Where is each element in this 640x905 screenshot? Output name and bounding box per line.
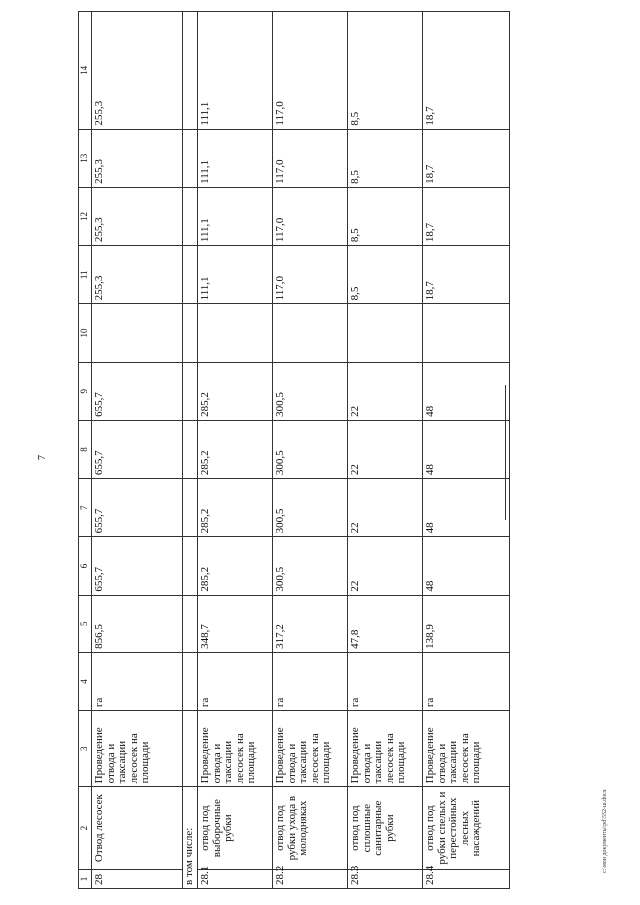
value-cell: 285,2 xyxy=(198,537,273,595)
row-number-cell: 28.4 xyxy=(423,869,510,888)
value-cell: 117,0 xyxy=(273,129,348,187)
empty-cell xyxy=(183,129,198,187)
value-cell: 655,7 xyxy=(92,537,183,595)
table-row xyxy=(273,12,348,889)
value-cell: 300,5 xyxy=(273,420,348,478)
work-type-cell: Проведение отвода и таксации лесосек на площади xyxy=(198,711,273,787)
value-cell: 300,5 xyxy=(273,537,348,595)
empty-cell xyxy=(183,187,198,245)
value-cell: 22 xyxy=(348,362,423,420)
value-cell: 317,2 xyxy=(273,595,348,652)
value-cell: 655,7 xyxy=(92,479,183,537)
value-cell: 255,3 xyxy=(92,246,183,304)
value-cell: 255,3 xyxy=(92,129,183,187)
row-number-cell: 28.2 xyxy=(273,869,348,888)
empty-cell xyxy=(183,595,198,652)
table-row xyxy=(423,12,510,889)
work-type-cell: Проведение отвода и таксации лесосек на площади xyxy=(273,711,348,787)
value-cell: 285,2 xyxy=(198,479,273,537)
value-cell xyxy=(423,304,510,362)
value-cell: 48 xyxy=(423,479,510,537)
value-cell: 300,5 xyxy=(273,479,348,537)
header-cell: 11 xyxy=(79,246,92,304)
header-cell: 1 xyxy=(79,869,92,888)
value-cell: 47,8 xyxy=(348,595,423,652)
unit-cell: га xyxy=(273,652,348,710)
row-number-cell: 28 xyxy=(92,869,183,888)
value-cell: 655,7 xyxy=(92,420,183,478)
value-cell: 300,5 xyxy=(273,362,348,420)
empty-cell xyxy=(183,12,198,130)
header-cell: 12 xyxy=(79,187,92,245)
empty-cell xyxy=(183,304,198,362)
header-cell: 6 xyxy=(79,537,92,595)
value-cell: 138,9 xyxy=(423,595,510,652)
header-cell: 13 xyxy=(79,129,92,187)
empty-cell xyxy=(183,711,198,787)
work-name-cell: отвод под рубки спелых и перестойных лесных насаждений xyxy=(423,787,510,870)
value-cell: 111,1 xyxy=(198,246,273,304)
work-type-cell: Проведение отвода и таксации лесосек на площади xyxy=(348,711,423,787)
data-table xyxy=(78,11,510,889)
row-number-cell: 28.3 xyxy=(348,869,423,888)
empty-cell xyxy=(183,479,198,537)
value-cell: 18,7 xyxy=(423,246,510,304)
value-cell: 18,7 xyxy=(423,12,510,130)
page-number: 7 xyxy=(37,455,48,460)
header-cell: 5 xyxy=(79,595,92,652)
value-cell: 22 xyxy=(348,537,423,595)
work-type-cell: Проведение отвода и таксации лесосек на площади xyxy=(92,711,183,787)
value-cell: 255,3 xyxy=(92,187,183,245)
value-cell: 111,1 xyxy=(198,187,273,245)
horizontal-rule xyxy=(505,385,506,520)
empty-cell xyxy=(183,246,198,304)
value-cell: 18,7 xyxy=(423,187,510,245)
value-cell: 856,5 xyxy=(92,595,183,652)
header-cell: 9 xyxy=(79,362,92,420)
value-cell: 348,7 xyxy=(198,595,273,652)
work-name-cell: отвод под выборочные рубки xyxy=(198,787,273,870)
value-cell: 117,0 xyxy=(273,246,348,304)
table-row xyxy=(198,12,273,889)
value-cell: 18,7 xyxy=(423,129,510,187)
table-row xyxy=(348,12,423,889)
value-cell xyxy=(92,304,183,362)
value-cell: 285,2 xyxy=(198,362,273,420)
subheader-cell: в том числе: xyxy=(183,787,198,889)
unit-cell: га xyxy=(92,652,183,710)
row-number-cell: 28.1 xyxy=(198,869,273,888)
value-cell: 22 xyxy=(348,420,423,478)
value-cell: 255,3 xyxy=(92,12,183,130)
header-cell: 14 xyxy=(79,12,92,130)
value-cell xyxy=(348,304,423,362)
empty-cell xyxy=(183,420,198,478)
unit-cell: га xyxy=(423,652,510,710)
value-cell xyxy=(273,304,348,362)
work-name-cell: отвод под сплошные санитарные рубки xyxy=(348,787,423,870)
value-cell: 285,2 xyxy=(198,420,273,478)
header-cell: 10 xyxy=(79,304,92,362)
header-cell: 8 xyxy=(79,420,92,478)
empty-cell xyxy=(183,652,198,710)
unit-cell: га xyxy=(348,652,423,710)
value-cell: 22 xyxy=(348,479,423,537)
value-cell: 48 xyxy=(423,420,510,478)
value-cell: 117,0 xyxy=(273,12,348,130)
work-type-cell: Проведение отвода и таксации лесосек на площади xyxy=(423,711,510,787)
empty-cell xyxy=(183,362,198,420)
value-cell: 8,5 xyxy=(348,246,423,304)
header-cell: 3 xyxy=(79,711,92,787)
work-name-cell: отвод под рубки ухода в молодняках xyxy=(273,787,348,870)
value-cell: 8,5 xyxy=(348,12,423,130)
empty-cell xyxy=(183,537,198,595)
footer-file-path: c:\мои документы\pd\552-ш.docx xyxy=(602,789,608,873)
value-cell: 8,5 xyxy=(348,187,423,245)
header-cell: 7 xyxy=(79,479,92,537)
value-cell: 117,0 xyxy=(273,187,348,245)
value-cell xyxy=(198,304,273,362)
header-cell: 2 xyxy=(79,787,92,870)
value-cell: 655,7 xyxy=(92,362,183,420)
value-cell: 111,1 xyxy=(198,129,273,187)
table-row xyxy=(92,12,183,889)
header-cell: 4 xyxy=(79,652,92,710)
value-cell: 48 xyxy=(423,362,510,420)
subheader-row xyxy=(183,12,198,889)
value-cell: 48 xyxy=(423,537,510,595)
value-cell: 111,1 xyxy=(198,12,273,130)
column-number-row xyxy=(79,12,92,889)
work-name-cell: Отвод лесосек xyxy=(92,787,183,870)
value-cell: 8,5 xyxy=(348,129,423,187)
unit-cell: га xyxy=(198,652,273,710)
